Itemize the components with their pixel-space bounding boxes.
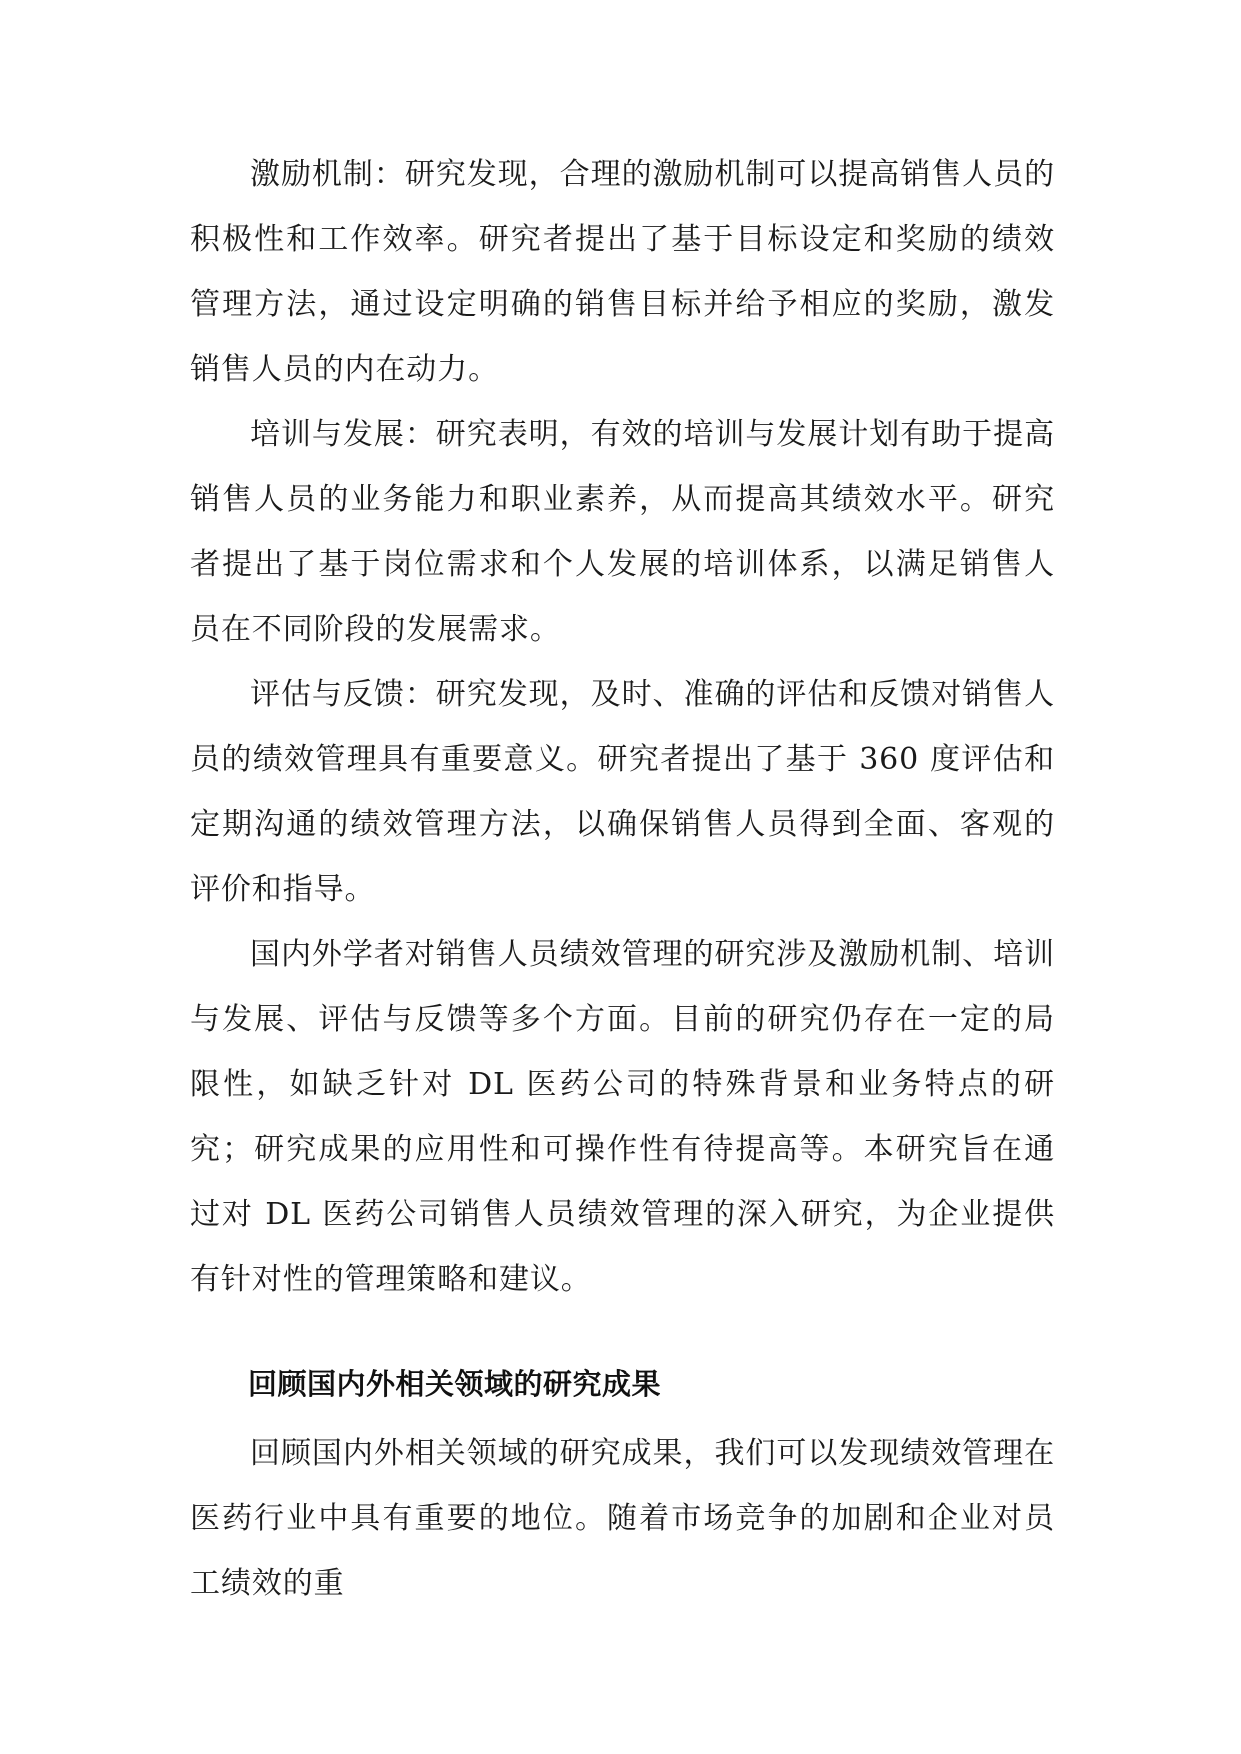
paragraph-training-development: 培训与发展：研究表明，有效的培训与发展计划有助于提高销售人员的业务能力和职业素养，从而提高其绩效水平。研究者提出了基于岗位需求和个人发展的培训体系，以满足销售人员在不同阶段的发展需求。 xyxy=(190,417,1055,647)
paragraph-review: 回顾国内外相关领域的研究成果，我们可以发现绩效管理在医药行业中具有重要的地位。随着市场竞争的加剧和企业对员工绩效的重 xyxy=(190,1436,1055,1601)
paragraph-incentive-mechanism: 激励机制：研究发现，合理的激励机制可以提高销售人员的积极性和工作效率。研究者提出了基于目标设定和奖励的绩效管理方法，通过设定明确的销售目标并给予相应的奖励，激发销售人员的内在动力。 xyxy=(190,157,1055,387)
paragraph-evaluation-feedback: 评估与反馈：研究发现，及时、准确的评估和反馈对销售人员的绩效管理具有重要意义。研究者提出了基于 360 度评估和定期沟通的绩效管理方法，以确保销售人员得到全面、客观的评价和指导。 xyxy=(190,677,1055,907)
paragraph-summary: 国内外学者对销售人员绩效管理的研究涉及激励机制、培训与发展、评估与反馈等多个方面。目前的研究仍存在一定的局限性，如缺乏针对 DL 医药公司的特殊背景和业务特点的研究；研究成果的应用性和可操作性有待提高等。本研究旨在通过对 DL 医药公司销售人员绩效管理的深入研究，为企业提供有针对性的管理策略和建议。 xyxy=(190,937,1055,1297)
section-heading: 回顾国内外相关领域的研究成果 xyxy=(248,1367,662,1401)
document-body xyxy=(190,142,1055,1616)
